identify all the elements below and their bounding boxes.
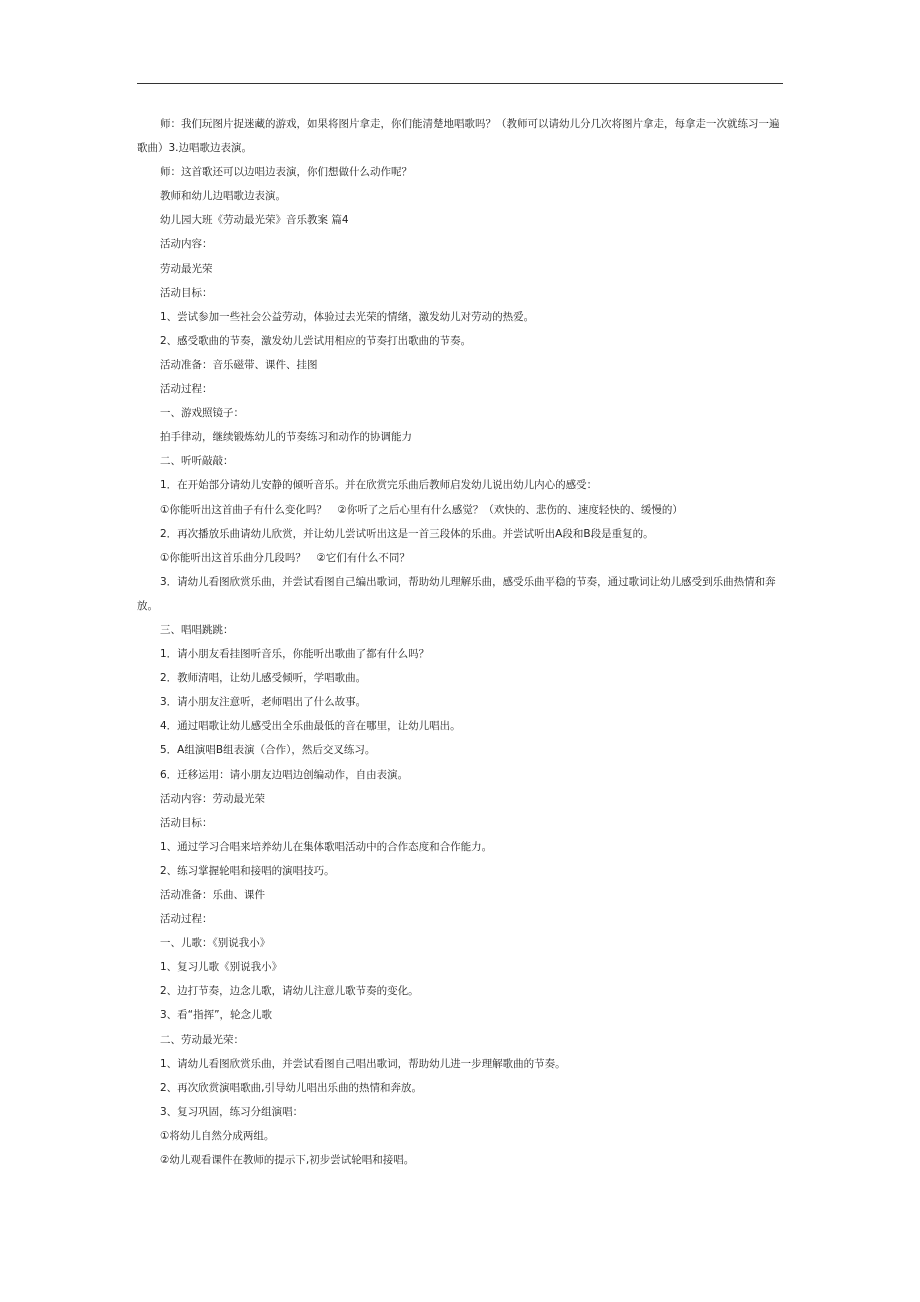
paragraph: 4．通过唱歌让幼儿感受出全乐曲最低的音在哪里，让幼儿唱出。 [160, 720, 461, 733]
paragraph: ②幼儿观看课件在教师的提示下,初步尝试轮唱和接唱。 [160, 1154, 415, 1167]
paragraph: 2、边打节奏，边念儿歌，请幼儿注意儿歌节奏的变化。 [160, 985, 419, 998]
paragraph: 师：我们玩图片捉迷藏的游戏，如果将图片拿走，你们能清楚地唱歌吗？（教师可以请幼儿分几次将图片拿走，每拿走一次就练习一遍歌曲）3.边唱歌边表演。 [137, 118, 780, 155]
paragraph: 2．再次播放乐曲请幼儿欣赏，并让幼儿尝试听出这是一首三段体的乐曲。并尝试听出A段和B段是重复的。 [160, 527, 654, 540]
paragraph: 二、劳动最光荣： [160, 1033, 244, 1046]
paragraph: 1、复习儿歌《别说我小》 [160, 961, 283, 974]
paragraph: 活动内容：劳动最光荣 [160, 792, 265, 805]
paragraph: ①将幼儿自然分成两组。 [160, 1129, 275, 1142]
paragraph: 三、唱唱跳跳： [160, 623, 234, 636]
paragraph: 1、通过学习合唱来培养幼儿在集体歌唱活动中的合作态度和合作能力。 [160, 840, 493, 853]
paragraph: 活动内容： [160, 238, 213, 251]
paragraph: 5．A组演唱B组表演（合作），然后交叉练习。 [160, 744, 376, 757]
paragraph: 二、听听敲敲： [160, 455, 234, 468]
paragraph: 活动目标： [160, 286, 213, 299]
document-body [137, 112, 783, 1172]
paragraph: 活动准备：音乐磁带、课件、挂图 [160, 358, 318, 371]
paragraph: 一、儿歌：《别说我小》 [160, 937, 271, 950]
paragraph: 2．教师清唱，让幼儿感受倾听，学唱歌曲。 [160, 672, 367, 685]
paragraph: 3．请小朋友注意听，老师唱出了什么故事。 [160, 696, 367, 709]
paragraph: ①你能听出这首乐曲分几段吗？ ②它们有什么不同？ [160, 551, 410, 564]
paragraph: ①你能听出这首曲子有什么变化吗？ ②你听了之后心里有什么感觉？（欢快的、悲伤的、速度轻快的、缓慢的） [160, 503, 683, 516]
paragraph: 劳动最光荣 [160, 262, 213, 275]
paragraph: 1．请小朋友看挂图听音乐，你能听出歌曲了都有什么吗？ [160, 648, 430, 661]
paragraph: 1．在开始部分请幼儿安静的倾听音乐。并在欣赏完乐曲后教师启发幼儿说出幼儿内心的感受： [160, 479, 598, 492]
paragraph: 拍手律动，继续锻炼幼儿的节奏练习和动作的协调能力 [160, 431, 412, 444]
paragraph: 2、再次欣赏演唱歌曲,引导幼儿唱出乐曲的热情和奔放。 [160, 1081, 423, 1094]
paragraph: 3、复习巩固，练习分组演唱： [160, 1105, 304, 1118]
paragraph: 活动过程： [160, 383, 213, 396]
header-rule [137, 83, 783, 84]
paragraph: 活动过程： [160, 913, 213, 926]
paragraph: 6．迁移运用：请小朋友边唱边创编动作，自由表演。 [160, 768, 409, 781]
paragraph: 3．请幼儿看图欣赏乐曲，并尝试看图自己编出歌词，帮助幼儿理解乐曲，感受乐曲平稳的节奏，通过歌词让幼儿感受到乐曲热情和奔放。 [137, 575, 776, 612]
paragraph: 2、练习掌握轮唱和接唱的演唱技巧。 [160, 864, 335, 877]
paragraph: 幼儿园大班《劳动最光荣》音乐教案 篇4 [160, 214, 349, 227]
paragraph: 2、感受歌曲的节奏，激发幼儿尝试用相应的节奏打出歌曲的节奏。 [160, 334, 472, 347]
paragraph: 活动目标： [160, 816, 213, 829]
paragraph: 教师和幼儿边唱歌边表演。 [160, 190, 286, 203]
paragraph: 1、尝试参加一些社会公益劳动，体验过去光荣的情绪，激发幼儿对劳动的热爱。 [160, 310, 535, 323]
paragraph: 师：这首歌还可以边唱边表演，你们想做什么动作呢？ [160, 166, 412, 179]
paragraph: 活动准备：乐曲、课件 [160, 889, 265, 901]
paragraph: 一、游戏照镜子： [160, 407, 244, 420]
paragraph: 3、看“指挥”，轮念儿歌 [160, 1009, 273, 1022]
paragraph: 1、请幼儿看图欣赏乐曲，并尝试看图自己唱出歌词，帮助幼儿进一步理解歌曲的节奏。 [160, 1057, 566, 1070]
